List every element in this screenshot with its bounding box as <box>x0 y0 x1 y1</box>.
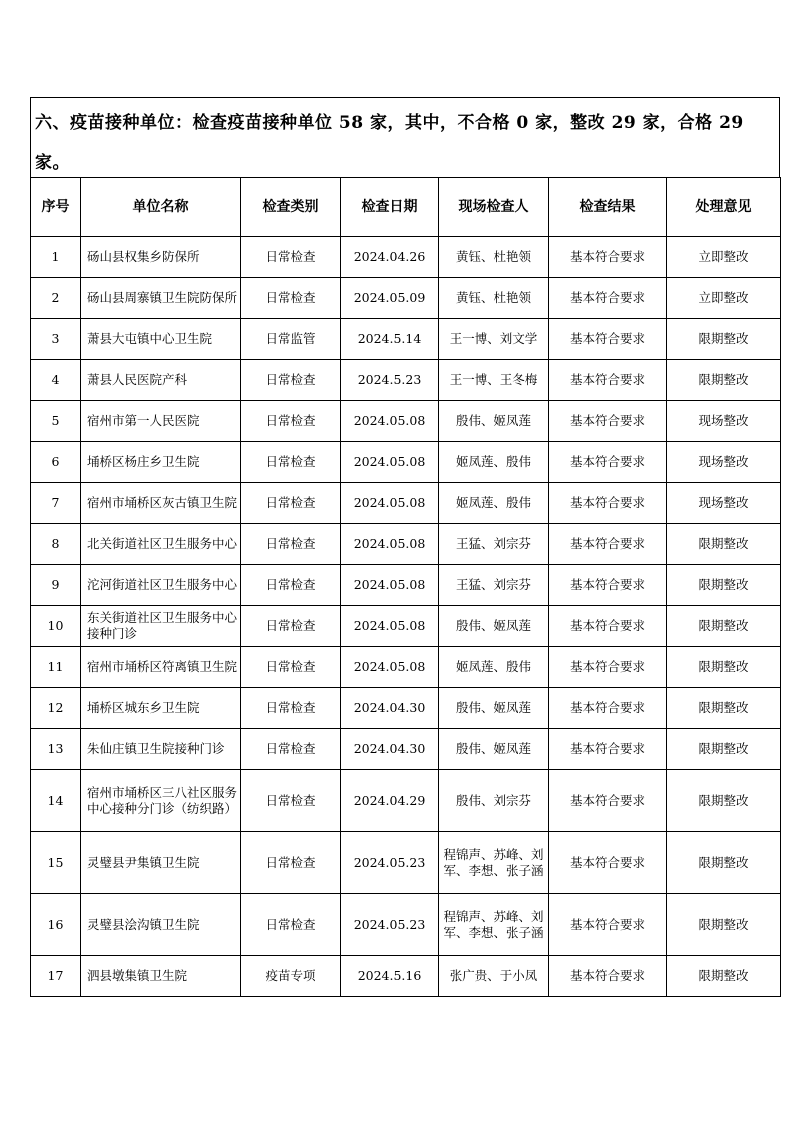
cell-index: 6 <box>31 442 81 483</box>
cell-check-type: 日常检查 <box>241 565 341 606</box>
cell-inspectors: 姬凤莲、殷伟 <box>439 442 549 483</box>
table-row <box>31 483 781 524</box>
table-row <box>31 237 781 278</box>
cell-index: 16 <box>31 894 81 956</box>
cell-check-type: 日常检查 <box>241 729 341 770</box>
cell-result: 基本符合要求 <box>549 647 667 688</box>
cell-check-type: 日常监管 <box>241 319 341 360</box>
cell-index: 13 <box>31 729 81 770</box>
cell-check-type: 日常检查 <box>241 483 341 524</box>
cell-check-date: 2024.05.23 <box>341 832 439 894</box>
cell-inspectors: 王猛、刘宗芬 <box>439 524 549 565</box>
cell-check-date: 2024.05.09 <box>341 278 439 319</box>
cell-check-type: 日常检查 <box>241 770 341 832</box>
cell-check-type: 日常检查 <box>241 401 341 442</box>
cell-inspectors: 王猛、刘宗芬 <box>439 565 549 606</box>
cell-check-type: 日常检查 <box>241 647 341 688</box>
cell-action: 限期整改 <box>667 319 781 360</box>
cell-index: 10 <box>31 606 81 647</box>
cell-check-date: 2024.04.30 <box>341 688 439 729</box>
cell-unit-name: 砀山县权集乡防保所 <box>81 237 241 278</box>
cell-result: 基本符合要求 <box>549 832 667 894</box>
cell-check-type: 日常检查 <box>241 524 341 565</box>
cell-index: 4 <box>31 360 81 401</box>
header-check-type: 检查类别 <box>241 178 341 237</box>
cell-result: 基本符合要求 <box>549 688 667 729</box>
cell-check-type: 日常检查 <box>241 360 341 401</box>
cell-check-date: 2024.05.23 <box>341 894 439 956</box>
header-inspectors: 现场检查人 <box>439 178 549 237</box>
cell-action: 限期整改 <box>667 565 781 606</box>
table-row <box>31 894 781 956</box>
inspection-sheet <box>30 97 780 997</box>
table-row <box>31 278 781 319</box>
cell-unit-name: 沱河街道社区卫生服务中心 <box>81 565 241 606</box>
table-row <box>31 565 781 606</box>
cell-action: 限期整改 <box>667 729 781 770</box>
header-result: 检查结果 <box>549 178 667 237</box>
cell-result: 基本符合要求 <box>549 729 667 770</box>
cell-check-date: 2024.05.08 <box>341 442 439 483</box>
cell-action: 限期整改 <box>667 956 781 997</box>
cell-inspectors: 殷伟、姬凤莲 <box>439 729 549 770</box>
header-index: 序号 <box>31 178 81 237</box>
cell-index: 14 <box>31 770 81 832</box>
cell-index: 1 <box>31 237 81 278</box>
cell-index: 15 <box>31 832 81 894</box>
cell-inspectors: 王一博、王冬梅 <box>439 360 549 401</box>
table-row <box>31 319 781 360</box>
header-action: 处理意见 <box>667 178 781 237</box>
cell-result: 基本符合要求 <box>549 278 667 319</box>
cell-index: 5 <box>31 401 81 442</box>
cell-check-type: 日常检查 <box>241 606 341 647</box>
cell-check-type: 疫苗专项 <box>241 956 341 997</box>
cell-inspectors: 王一博、刘文学 <box>439 319 549 360</box>
cell-unit-name: 宿州市埇桥区符离镇卫生院 <box>81 647 241 688</box>
cell-result: 基本符合要求 <box>549 770 667 832</box>
cell-action: 限期整改 <box>667 524 781 565</box>
cell-unit-name: 宿州市埇桥区灰古镇卫生院 <box>81 483 241 524</box>
cell-check-type: 日常检查 <box>241 688 341 729</box>
cell-inspectors: 黄钰、杜艳领 <box>439 278 549 319</box>
cell-check-date: 2024.05.08 <box>341 606 439 647</box>
cell-unit-name: 宿州市第一人民医院 <box>81 401 241 442</box>
cell-index: 9 <box>31 565 81 606</box>
cell-result: 基本符合要求 <box>549 524 667 565</box>
cell-check-date: 2024.05.08 <box>341 565 439 606</box>
table-row <box>31 442 781 483</box>
cell-check-date: 2024.05.08 <box>341 401 439 442</box>
table-row <box>31 524 781 565</box>
cell-action: 立即整改 <box>667 278 781 319</box>
cell-action: 现场整改 <box>667 401 781 442</box>
section-heading: 六、疫苗接种单位：检查疫苗接种单位 58 家，其中，不合格 0 家，整改 29 家，合格 29 家。 <box>30 97 780 177</box>
cell-result: 基本符合要求 <box>549 360 667 401</box>
cell-unit-name: 北关街道社区卫生服务中心 <box>81 524 241 565</box>
header-unit-name: 单位名称 <box>81 178 241 237</box>
cell-check-date: 2024.05.08 <box>341 524 439 565</box>
cell-inspectors: 程锦声、苏峰、刘军、李想、张子涵 <box>439 832 549 894</box>
table-row <box>31 729 781 770</box>
cell-inspectors: 殷伟、姬凤莲 <box>439 401 549 442</box>
cell-action: 限期整改 <box>667 688 781 729</box>
cell-unit-name: 灵璧县尹集镇卫生院 <box>81 832 241 894</box>
cell-result: 基本符合要求 <box>549 565 667 606</box>
cell-action: 限期整改 <box>667 770 781 832</box>
cell-action: 限期整改 <box>667 360 781 401</box>
header-check-date: 检查日期 <box>341 178 439 237</box>
table-row <box>31 360 781 401</box>
cell-check-date: 2024.04.29 <box>341 770 439 832</box>
table-row <box>31 606 781 647</box>
cell-inspectors: 姬凤莲、殷伟 <box>439 483 549 524</box>
cell-action: 限期整改 <box>667 647 781 688</box>
cell-result: 基本符合要求 <box>549 894 667 956</box>
cell-check-date: 2024.05.08 <box>341 483 439 524</box>
cell-action: 限期整改 <box>667 606 781 647</box>
cell-result: 基本符合要求 <box>549 442 667 483</box>
cell-inspectors: 张广贵、于小凤 <box>439 956 549 997</box>
cell-check-type: 日常检查 <box>241 278 341 319</box>
cell-inspectors: 殷伟、刘宗芬 <box>439 770 549 832</box>
cell-unit-name: 埇桥区杨庄乡卫生院 <box>81 442 241 483</box>
cell-action: 现场整改 <box>667 483 781 524</box>
cell-index: 12 <box>31 688 81 729</box>
cell-check-type: 日常检查 <box>241 894 341 956</box>
cell-result: 基本符合要求 <box>549 319 667 360</box>
cell-result: 基本符合要求 <box>549 237 667 278</box>
cell-unit-name: 砀山县周寨镇卫生院防保所 <box>81 278 241 319</box>
cell-check-date: 2024.5.16 <box>341 956 439 997</box>
cell-result: 基本符合要求 <box>549 401 667 442</box>
cell-unit-name: 东关街道社区卫生服务中心接种门诊 <box>81 606 241 647</box>
table-row <box>31 647 781 688</box>
cell-inspectors: 姬凤莲、殷伟 <box>439 647 549 688</box>
table-row <box>31 832 781 894</box>
cell-result: 基本符合要求 <box>549 483 667 524</box>
cell-result: 基本符合要求 <box>549 956 667 997</box>
cell-unit-name: 萧县人民医院产科 <box>81 360 241 401</box>
cell-unit-name: 灵璧县浍沟镇卫生院 <box>81 894 241 956</box>
cell-unit-name: 埇桥区城东乡卫生院 <box>81 688 241 729</box>
cell-action: 立即整改 <box>667 237 781 278</box>
cell-index: 17 <box>31 956 81 997</box>
cell-index: 8 <box>31 524 81 565</box>
table-row <box>31 956 781 997</box>
cell-inspectors: 黄钰、杜艳领 <box>439 237 549 278</box>
cell-check-type: 日常检查 <box>241 237 341 278</box>
cell-action: 限期整改 <box>667 832 781 894</box>
cell-index: 7 <box>31 483 81 524</box>
table-header-row <box>31 178 781 237</box>
cell-unit-name: 朱仙庄镇卫生院接种门诊 <box>81 729 241 770</box>
cell-check-date: 2024.04.30 <box>341 729 439 770</box>
cell-result: 基本符合要求 <box>549 606 667 647</box>
cell-index: 2 <box>31 278 81 319</box>
cell-index: 11 <box>31 647 81 688</box>
cell-check-date: 2024.5.23 <box>341 360 439 401</box>
table-row <box>31 688 781 729</box>
cell-check-type: 日常检查 <box>241 832 341 894</box>
cell-inspectors: 殷伟、姬凤莲 <box>439 688 549 729</box>
table-row <box>31 401 781 442</box>
cell-check-date: 2024.5.14 <box>341 319 439 360</box>
cell-check-date: 2024.05.08 <box>341 647 439 688</box>
cell-check-type: 日常检查 <box>241 442 341 483</box>
cell-inspectors: 殷伟、姬凤莲 <box>439 606 549 647</box>
cell-action: 现场整改 <box>667 442 781 483</box>
table-row <box>31 770 781 832</box>
cell-index: 3 <box>31 319 81 360</box>
cell-action: 限期整改 <box>667 894 781 956</box>
cell-unit-name: 宿州市埇桥区三八社区服务中心接种分门诊（纺织路） <box>81 770 241 832</box>
cell-unit-name: 萧县大屯镇中心卫生院 <box>81 319 241 360</box>
inspection-table <box>30 177 781 997</box>
cell-inspectors: 程锦声、苏峰、刘军、李想、张子涵 <box>439 894 549 956</box>
cell-unit-name: 泗县墩集镇卫生院 <box>81 956 241 997</box>
cell-check-date: 2024.04.26 <box>341 237 439 278</box>
